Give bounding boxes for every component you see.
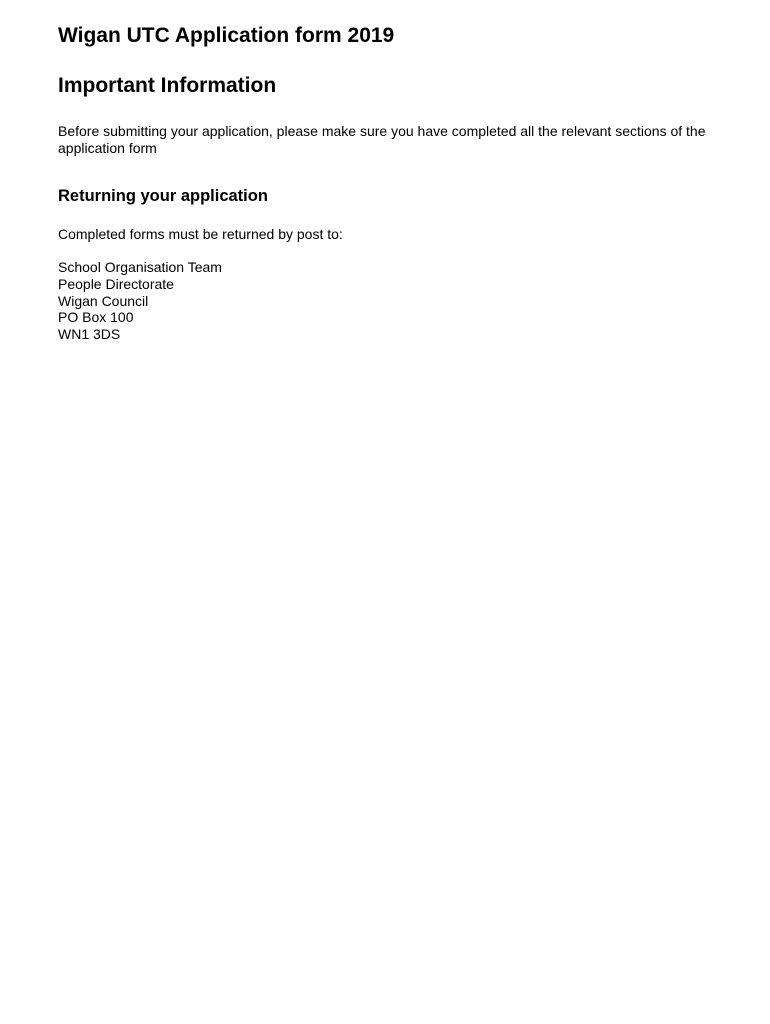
address-line-organisation: School Organisation Team <box>58 259 222 275</box>
return-instruction: Completed forms must be returned by post to: <box>58 226 343 242</box>
intro-paragraph: Before submitting your application, please make sure you have completed all the relevant sections of the application form <box>58 123 706 156</box>
address-line-po-box: PO Box 100 <box>58 309 134 326</box>
address-line-postcode: WN1 3DS <box>58 326 121 343</box>
important-information-heading: Important Information <box>58 74 277 97</box>
address-line-directorate: People Directorate <box>58 275 174 292</box>
return-address <box>58 259 222 343</box>
document-title: Wigan UTC Application form 2019 <box>58 24 395 47</box>
returning-application-heading: Returning your application <box>58 187 268 205</box>
address-line-council: Wigan Council <box>58 292 149 309</box>
